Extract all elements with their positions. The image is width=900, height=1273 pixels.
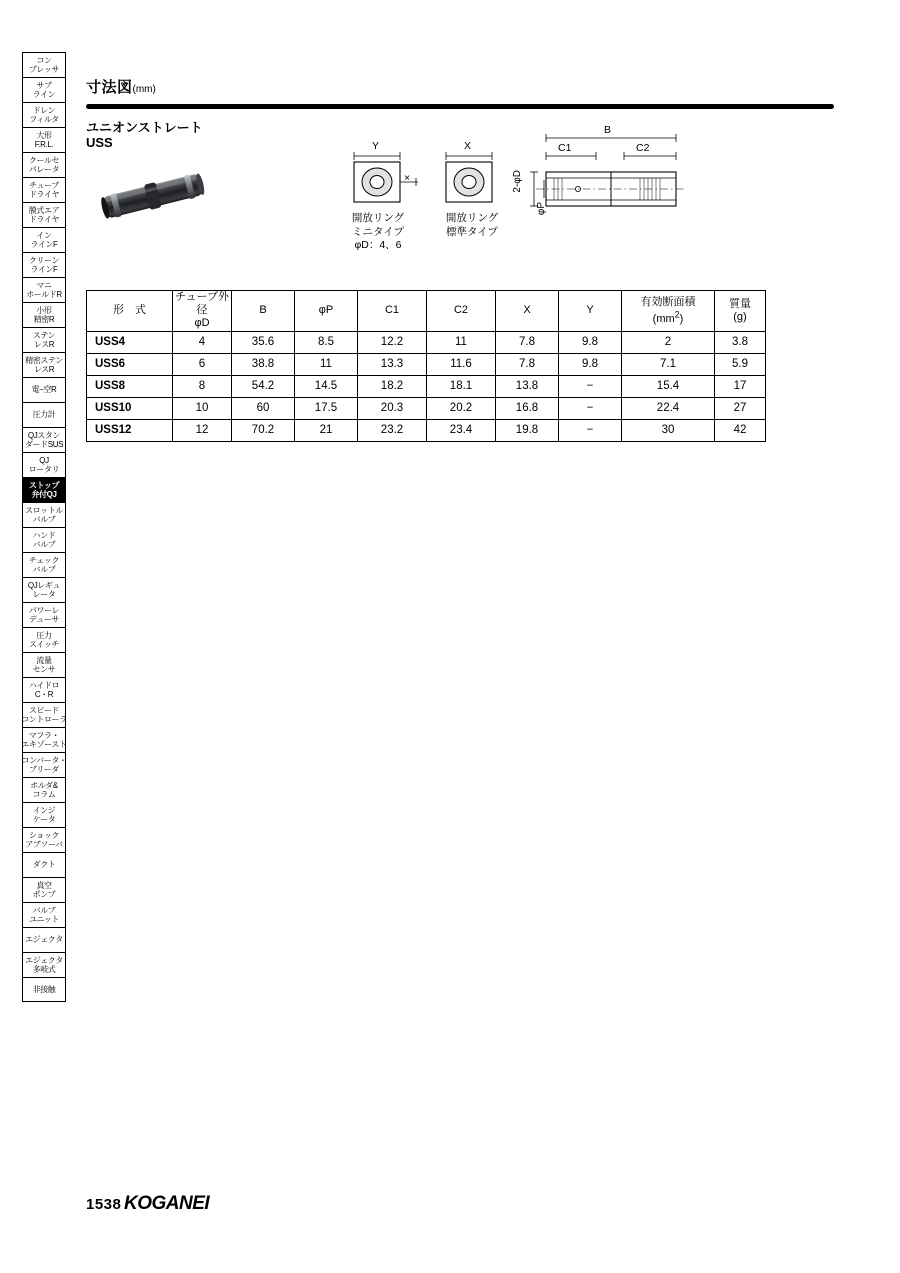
- cell-mass: 27: [715, 397, 766, 419]
- sidebar-item-21-line-0: QJレギュ: [27, 580, 61, 590]
- cell-x: 16.8: [496, 397, 559, 419]
- sidebar-item-27[interactable]: [22, 727, 66, 752]
- figure-release-ring-standard: [428, 140, 524, 238]
- sidebar-item-12[interactable]: [22, 352, 66, 377]
- sidebar-item-31[interactable]: [22, 827, 66, 852]
- col-header-effective-area-unit: $(mm^2)$: [652, 308, 684, 325]
- sidebar-item-20-line-0: チェック: [28, 555, 60, 565]
- sidebar-item-26-line-0: スピード: [28, 705, 60, 715]
- cell-c1: 23.2: [358, 419, 427, 441]
- col-header-y: Y: [559, 291, 622, 332]
- cell-mass: 17: [715, 375, 766, 397]
- cell-b: 70.2: [232, 419, 295, 441]
- sidebar-item-18-line-0: スロットル: [25, 505, 63, 515]
- cell-y: −: [559, 419, 622, 441]
- section-title-text: 寸法図: [86, 79, 133, 96]
- cell-area: 30: [622, 419, 715, 441]
- sidebar-item-17[interactable]: [22, 477, 66, 502]
- sidebar-item-23-line-1: スイッチ: [28, 640, 60, 649]
- cell-d: 8: [173, 375, 232, 397]
- sidebar-item-11[interactable]: [22, 327, 66, 352]
- sidebar-item-23-line-0: 圧力: [36, 630, 52, 640]
- drawing-label-phi-d: 2-φD: [512, 170, 523, 193]
- cell-p: 17.5: [295, 397, 358, 419]
- cell-b: 38.8: [232, 353, 295, 375]
- sidebar-item-0[interactable]: [22, 52, 66, 77]
- table-header-row: [87, 291, 766, 332]
- sidebar-item-1[interactable]: [22, 77, 66, 102]
- sidebar-item-18-line-1: バルブ: [32, 515, 56, 524]
- sidebar-item-33[interactable]: [22, 877, 66, 902]
- figure-dimension-drawing: [512, 124, 720, 248]
- sidebar-item-19[interactable]: [22, 527, 66, 552]
- sidebar-item-28[interactable]: [22, 752, 66, 777]
- sidebar-item-34-line-0: バルブ: [32, 905, 56, 915]
- cell-c2: 20.2: [427, 397, 496, 419]
- cell-x: 7.8: [496, 331, 559, 353]
- cell-y: −: [559, 397, 622, 419]
- cell-y: 9.8: [559, 353, 622, 375]
- drawing-label-c1: C1: [558, 142, 572, 154]
- table-row: [87, 331, 766, 353]
- cell-d: 12: [173, 419, 232, 441]
- sidebar-item-24[interactable]: [22, 652, 66, 677]
- sidebar-item-15-line-0: QJスタン: [27, 430, 61, 440]
- ring-std-caption-line2: 標準タイプ: [446, 225, 498, 238]
- sidebar-item-1-line-0: サブ: [36, 80, 52, 90]
- sidebar-item-12-line-1: レスR: [33, 365, 55, 374]
- sidebar-item-2-line-1: フィルタ: [29, 115, 59, 124]
- sidebar-item-11-line-0: ステン: [32, 330, 56, 340]
- cell-y: −: [559, 375, 622, 397]
- table-row: [87, 375, 766, 397]
- sidebar-item-0-line-1: プレッサ: [29, 65, 59, 74]
- sidebar-item-9-line-0: マニ: [36, 280, 52, 290]
- cell-b: 60: [232, 397, 295, 419]
- sidebar-item-37[interactable]: [22, 977, 66, 1002]
- cell-c1: 20.3: [358, 397, 427, 419]
- sidebar-item-25-line-0: ハイドロ: [28, 680, 60, 690]
- sidebar-item-17-line-1: 弁付QJ: [31, 490, 57, 499]
- col-header-c2: C2: [427, 291, 496, 332]
- col-header-x: X: [496, 291, 559, 332]
- sidebar-item-17-line-0: ストップ: [28, 480, 60, 490]
- sidebar-item-8-line-0: クリーン: [28, 255, 60, 265]
- sidebar-item-14[interactable]: [22, 402, 66, 427]
- col-header-b: B: [232, 291, 295, 332]
- col-header-c1: C1: [358, 291, 427, 332]
- ring-mini-caption-line1: 開放リング: [351, 212, 405, 224]
- cell-mass: 3.8: [715, 331, 766, 353]
- sidebar-item-2[interactable]: [22, 102, 66, 127]
- ring-std-caption: [414, 212, 530, 239]
- sidebar-item-28-line-1: ブリーダ: [28, 765, 60, 774]
- sidebar-item-31-line-0: ショック: [28, 830, 60, 840]
- drawing-label-b: B: [604, 124, 612, 136]
- sidebar-item-10-line-1: 精密R: [33, 315, 55, 324]
- sidebar-item-13-line-0: 電−空R: [31, 385, 57, 395]
- page-number: 1538: [86, 1196, 122, 1213]
- sidebar-item-22-line-0: パワーレ: [28, 605, 60, 615]
- sidebar-item-3[interactable]: [22, 127, 66, 152]
- sidebar-item-30-line-0: インジ: [32, 805, 56, 815]
- sidebar-item-21[interactable]: [22, 577, 66, 602]
- cell-p: 11: [295, 353, 358, 375]
- sidebar-item-16-line-0: QJ: [39, 455, 49, 465]
- sidebar-item-6-line-1: ドライヤ: [28, 215, 60, 224]
- sidebar-item-4-line-1: パレータ: [28, 165, 60, 174]
- cell-area: 7.1: [622, 353, 715, 375]
- sidebar-item-36-line-1: 多岐式: [32, 965, 56, 974]
- sidebar-item-3-line-1: F.R.L.: [34, 140, 54, 149]
- section-unit-text: (mm): [132, 84, 156, 95]
- sidebar-item-33-line-1: ポンプ: [32, 890, 56, 899]
- cell-x: 13.8: [496, 375, 559, 397]
- ring-mini-caption-line3: φD：4、6: [354, 239, 402, 252]
- sidebar-item-6[interactable]: [22, 202, 66, 227]
- cell-area: 22.4: [622, 397, 715, 419]
- sidebar-item-29[interactable]: [22, 777, 66, 802]
- figure-release-ring-mini: [330, 140, 426, 252]
- sidebar-item-26-line-1: コントローラ: [21, 715, 67, 724]
- ring-mini-dim-side: ×: [404, 172, 411, 184]
- cell-b: 35.6: [232, 331, 295, 353]
- col-header-model: 形 式: [87, 291, 173, 332]
- cell-c1: 18.2: [358, 375, 427, 397]
- cell-model: USS12: [87, 419, 173, 441]
- sidebar-item-11-line-1: レスR: [33, 340, 55, 349]
- cell-model: USS6: [87, 353, 173, 375]
- sidebar-item-23[interactable]: [22, 627, 66, 652]
- cell-c1: 12.2: [358, 331, 427, 353]
- sidebar-item-35[interactable]: [22, 927, 66, 952]
- sidebar-item-9[interactable]: [22, 277, 66, 302]
- sidebar-item-36[interactable]: [22, 952, 66, 977]
- sidebar-item-5-line-1: ドライヤ: [28, 190, 60, 199]
- sidebar-item-0-line-0: コン: [36, 55, 52, 65]
- sidebar-item-37-line-0: 非接触: [32, 984, 56, 994]
- sidebar-item-10[interactable]: [22, 302, 66, 327]
- sidebar-item-29-line-1: コラム: [32, 790, 56, 799]
- sidebar-item-7-line-0: イン: [36, 230, 52, 240]
- sidebar-item-21-line-1: レータ: [32, 590, 56, 599]
- page-title: [86, 76, 156, 97]
- sidebar-item-32[interactable]: [22, 852, 66, 877]
- sidebar-item-9-line-1: ホールドR: [26, 290, 62, 299]
- cell-p: 21: [295, 419, 358, 441]
- cell-y: 9.8: [559, 331, 622, 353]
- sidebar-item-5[interactable]: [22, 177, 66, 202]
- cell-x: 7.8: [496, 353, 559, 375]
- sidebar-item-25-line-1: C・R: [34, 690, 54, 699]
- cell-model: USS4: [87, 331, 173, 353]
- col-header-tube-od: チューブ外径 φD: [173, 291, 232, 332]
- specification-table: [86, 290, 766, 442]
- sidebar-item-34[interactable]: [22, 902, 66, 927]
- sidebar-item-26[interactable]: [22, 702, 66, 727]
- sidebar-item-8-line-1: ラインF: [30, 265, 58, 274]
- table-row: [87, 353, 766, 375]
- sidebar-item-29-line-0: ホルダ&: [30, 780, 58, 790]
- cell-model: USS10: [87, 397, 173, 419]
- cell-c1: 13.3: [358, 353, 427, 375]
- sidebar-item-12-line-0: 精密ステン: [25, 355, 63, 365]
- product-photo: [92, 158, 214, 236]
- sidebar-item-19-line-1: バルブ: [32, 540, 56, 549]
- sidebar-item-4[interactable]: [22, 152, 66, 177]
- cell-d: 4: [173, 331, 232, 353]
- ring-std-caption-line1: 開放リング: [445, 212, 499, 224]
- sidebar-item-5-line-0: チューブ: [29, 180, 59, 190]
- cell-mass: 42: [715, 419, 766, 441]
- sidebar-item-7[interactable]: [22, 227, 66, 252]
- sidebar-item-2-line-0: ドレン: [32, 105, 56, 115]
- sidebar-item-24-line-1: センサ: [32, 665, 56, 674]
- cell-p: 8.5: [295, 331, 358, 353]
- sidebar-item-35-line-0: エジェクタ: [25, 935, 63, 945]
- product-name: ユニオンストレート: [86, 120, 203, 135]
- ring-mini-dim-y: Y: [372, 140, 380, 152]
- cell-x: 19.8: [496, 419, 559, 441]
- cell-mass: 5.9: [715, 353, 766, 375]
- sidebar-item-18[interactable]: [22, 502, 66, 527]
- sidebar-item-33-line-0: 真空: [36, 880, 52, 890]
- sidebar-item-27-line-0: マフラ・: [28, 730, 60, 740]
- sidebar-item-7-line-1: ラインF: [30, 240, 58, 249]
- col-header-effective-area: 有効断面積 $(mm^2)$: [622, 291, 715, 332]
- cell-c2: 23.4: [427, 419, 496, 441]
- sidebar-item-14-line-0: 圧力計: [32, 410, 56, 420]
- ring-mini-caption-line2: ミニタイプ: [352, 225, 404, 238]
- sidebar-item-24-line-0: 流量: [36, 655, 52, 665]
- sidebar-item-25[interactable]: [22, 677, 66, 702]
- sidebar-item-15[interactable]: [22, 427, 66, 452]
- col-header-phi-p: φP: [295, 291, 358, 332]
- cell-d: 10: [173, 397, 232, 419]
- brand-logo: KOGANEI: [124, 1193, 210, 1214]
- sidebar-item-22[interactable]: [22, 602, 66, 627]
- cell-c2: 11: [427, 331, 496, 353]
- sidebar-item-13[interactable]: [22, 377, 66, 402]
- sidebar-item-28-line-0: コンバータ・: [21, 755, 67, 765]
- table-row: [87, 419, 766, 441]
- drawing-label-c2: C2: [636, 142, 650, 154]
- cell-p: 14.5: [295, 375, 358, 397]
- sidebar-item-32-line-0: ダクト: [32, 860, 56, 870]
- sidebar-item-30[interactable]: [22, 802, 66, 827]
- sidebar-item-27-line-1: エキゾースト: [21, 740, 67, 749]
- col-header-mass: 質量 (g): [715, 291, 766, 332]
- sidebar-item-20[interactable]: [22, 552, 66, 577]
- sidebar-item-31-line-1: アブソーバ: [25, 840, 63, 849]
- sidebar-index-tabs: [22, 52, 66, 1002]
- ring-std-dim-x: X: [464, 140, 472, 152]
- product-code: USS: [86, 135, 113, 150]
- sidebar-item-4-line-0: クールセ: [28, 155, 60, 165]
- sidebar-item-34-line-1: ユニット: [28, 915, 60, 924]
- sidebar-item-19-line-0: ハンド: [32, 530, 56, 540]
- cell-b: 54.2: [232, 375, 295, 397]
- sidebar-item-15-line-1: ダードSUS: [24, 440, 64, 449]
- cell-area: 2: [622, 331, 715, 353]
- sidebar-item-16[interactable]: [22, 452, 66, 477]
- cell-c2: 18.1: [427, 375, 496, 397]
- sidebar-item-1-line-1: ライン: [32, 90, 56, 99]
- cell-d: 6: [173, 353, 232, 375]
- cell-c2: 11.6: [427, 353, 496, 375]
- sidebar-item-30-line-1: ケータ: [32, 815, 56, 824]
- sidebar-item-20-line-1: バルブ: [32, 565, 56, 574]
- sidebar-item-10-line-0: 小形: [36, 305, 52, 315]
- drawing-label-phi-p: φP: [536, 202, 547, 216]
- title-rule: [86, 104, 834, 109]
- table-row: [87, 397, 766, 419]
- sidebar-item-36-line-0: エジェクタ: [25, 955, 63, 965]
- cell-area: 15.4: [622, 375, 715, 397]
- cell-model: USS8: [87, 375, 173, 397]
- sidebar-item-6-line-0: 膜式エア: [28, 205, 60, 215]
- sidebar-item-22-line-1: デューサ: [28, 615, 60, 624]
- sidebar-item-16-line-1: ロータリ: [28, 465, 60, 474]
- sidebar-item-8[interactable]: [22, 252, 66, 277]
- sidebar-item-3-line-0: 大形: [36, 130, 52, 140]
